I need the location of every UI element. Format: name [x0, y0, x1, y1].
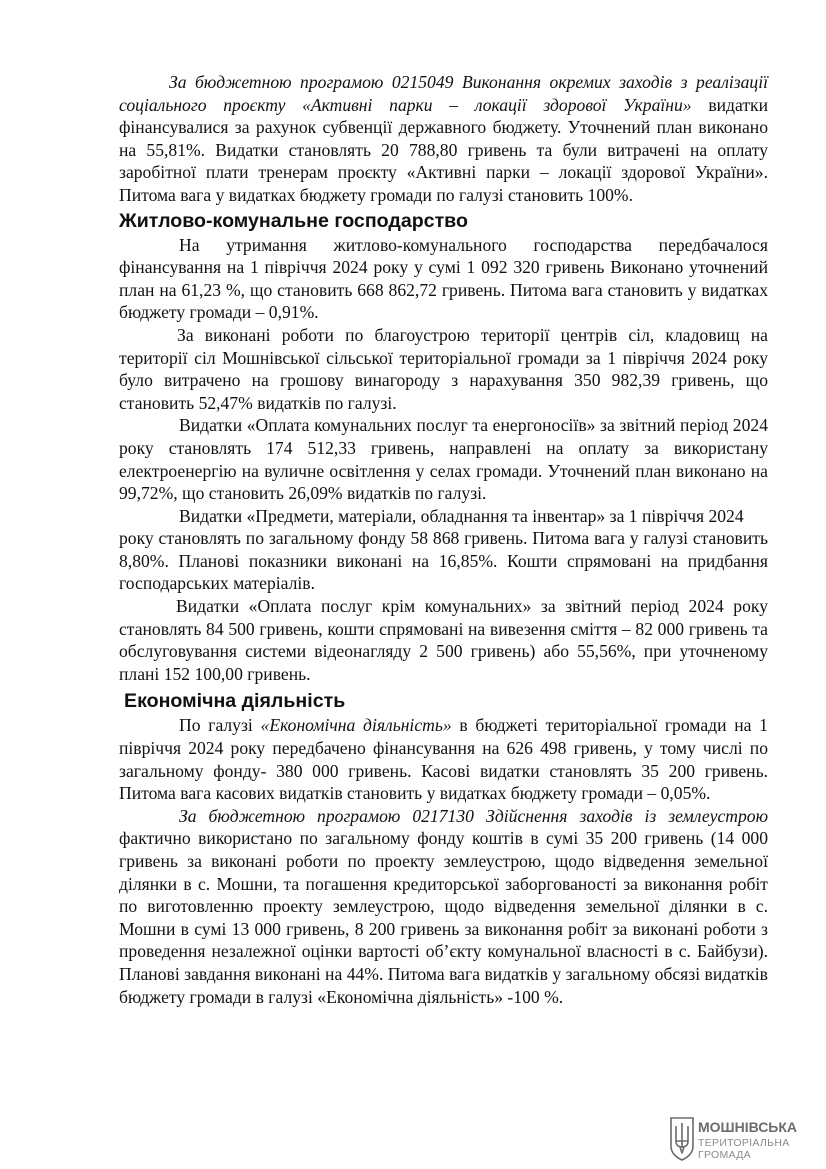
heading-housing-utilities: Житлово-комунальне господарство	[119, 209, 468, 232]
paragraph-materials-part2: року становлять по загальному фонду 58 868 гривень. Питома вага у галузі становить 8,80%. Планові показники виконані на 16,85%. Кошти спрямовані на придбання господарських матеріалів.	[119, 528, 768, 594]
logo-line-1: МОШНІВСЬКА	[698, 1119, 798, 1135]
logo-line-3: ГРОМАДА	[698, 1149, 751, 1161]
community-logo	[670, 1117, 820, 1163]
paragraph-land-management: За бюджетною програмою 0217130 Здійснення заходів із землеустрою фактично використано по загальному фонду коштів в сумі 35 200 гривень (14 000 гривень за виконані роботи по проекту землеустрою, щодо відведення земельної ділянки в с. Мошни, та погашення кредиторської заборгованості за виконання робіт по виготовленню проекту землеустрою, щодо відведення земельної ділянки в с. Мошни в сумі 13 000 гривень, 8 200 гривень за виконання робіт за виконані роботи з проведення незалежної оцінки вартості об’єкту комунальної власності в с. Байбузи). Планові завдання виконані на 44%. Питома вага видатків у загальному обсязі видатків бюджету громади в галузі «Економічна діяльність» -100 %.	[119, 805, 768, 1007]
paragraph-economic-funding: По галузі «Економічна діяльність» в бюджеті територіальної громади на 1 півріччя 2024 року передбачено фінансування на 626 498 гривень, у тому числі по загальному фонду- 380 000 гривень. Касові видатки становлять 35 200 гривень. Питома вага касових видатків становить у видатках бюджету громади – 0,05%.	[119, 715, 768, 804]
paragraph-utilities-payment: Видатки «Оплата комунальних послуг та енергоносіїв» за звітний період 2024 року становлять 174 512,33 гривень, направлені на оплату за використану електроенергію на вуличне освітлення у селах громади. Уточнений план виконано на 99,72%, що становить 26,09% видатків по галузі.	[119, 415, 768, 504]
paragraph-housing-funding: На утримання житлово-комунального господарства передбачалося фінансування на 1 півріччя 2024 року у сумі 1 092 320 гривень Виконано уточнений план на 61,23 %, що становить 668 862,72 гривень. Питома вага становить у видатках бюджету громади – 0,91%.	[119, 234, 768, 323]
program-title-land-management: За бюджетною програмою 0217130 Здійснення заходів із землеустрою	[179, 805, 768, 826]
paragraph-services-payment: Видатки «Оплата послуг крім комунальних» за звітний період 2024 року становлять 84 500 гривень, кошти спрямовані на вивезення сміття – 82 000 гривень та обслуговування системи відеонагляду 2 500 гривень) або 55,56%, при уточненому плані 152 100,00 гривень.	[119, 596, 768, 684]
document-body	[119, 71, 768, 1008]
paragraph-active-parks: За бюджетною програмою 0215049 Виконання окремих заходів з реалізації соціального проєкту «Активні парки – локації здорової України» видатки фінансувалися за рахунок субвенції державного бюджету. Уточнений план виконано на 55,81%. Видатки становлять 20 788,80 гривень та були витрачені на оплату заробітної плати тренерам проєкту «Активні парки – локації здорової України». Питома вага у видатках бюджету громади по галузі становить 100%.	[119, 72, 769, 205]
heading-economic-activity: Економічна діяльність	[124, 690, 346, 713]
trident-coat-of-arms-icon	[670, 1117, 694, 1161]
logo-line-2: ТЕРИТОРІАЛЬНА	[698, 1137, 790, 1149]
paragraph-materials-part1: Видатки «Предмети, матеріали, обладнання та інвентар» за 1 півріччя 2024	[179, 505, 744, 526]
paragraph-landscaping: За виконані роботи по благоустрою території центрів сіл, кладовищ на території сіл Мошнівської сільської територіальної громади за 1 півріччя 2024 року було витрачено на грошову винагороду з нарахування 350 982,39 гривень, що становить 52,47% видатків по галузі.	[119, 324, 768, 413]
program-title-active-parks: За бюджетною програмою 0215049 Виконання окремих заходів з реалізації соціального проєкту «Активні парки – локації здорової України»	[119, 72, 768, 115]
